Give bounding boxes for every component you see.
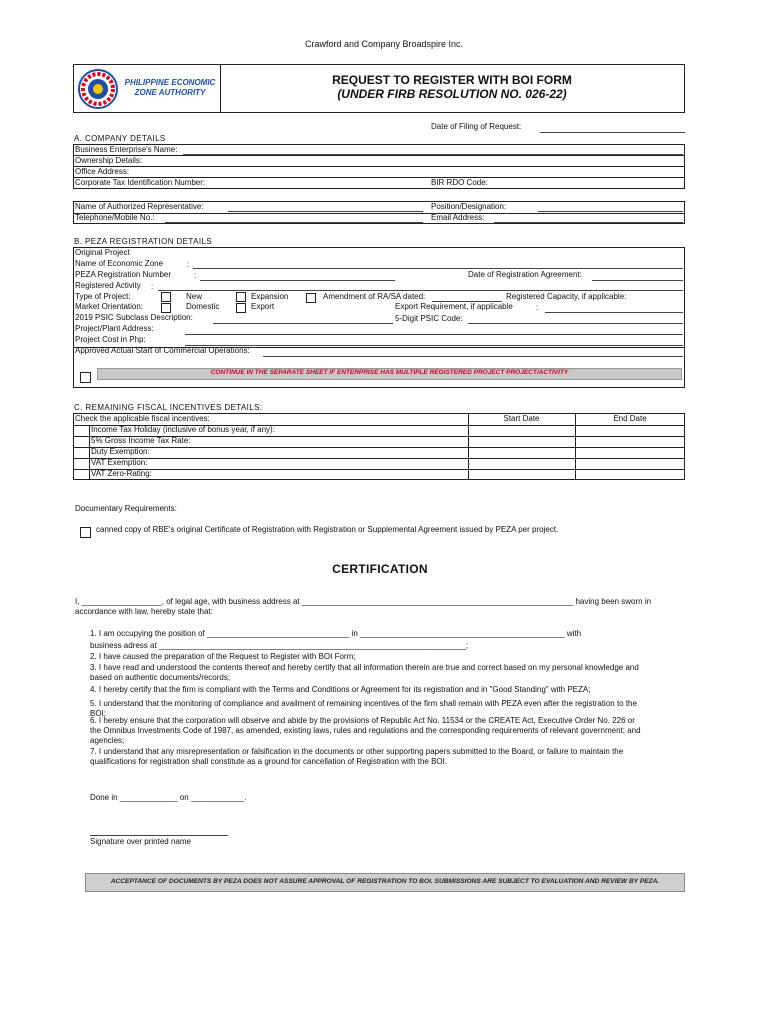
registered-activity-field[interactable] bbox=[158, 290, 683, 291]
business-name-field[interactable] bbox=[183, 154, 683, 155]
domestic-checkbox[interactable] bbox=[161, 303, 171, 313]
export-requirement-field[interactable] bbox=[545, 312, 683, 313]
col-start-header: Start Date bbox=[503, 414, 540, 423]
form-title: REQUEST TO REGISTER WITH BOI FORM bbox=[332, 73, 572, 87]
office-address-label: Office Address: bbox=[75, 167, 130, 176]
bir-rdo-label: BIR RDO Code: bbox=[431, 178, 488, 187]
footer-note: ACCEPTANCE OF DOCUMENTS BY PEZA DOES NOT ASSURE APPROVAL OF REGISTRATION TO BOI. SUBMISSIONS ARE SUBJECT TO EVALUATION AND REVIEW BY PEZA. bbox=[110, 878, 660, 885]
logo-text-line2: ZONE AUTHORITY bbox=[134, 88, 206, 97]
incentive-row-label: VAT Zero-Rating: bbox=[91, 469, 152, 478]
original-project-label: Original Project bbox=[75, 248, 130, 257]
incentive-row-label: Income Tax Holiday (inclusive of bonus year, if any): bbox=[91, 425, 275, 434]
section-a-title: A. COMPANY DETAILS bbox=[74, 134, 166, 143]
cert-item-3b: based on authentic documents/records; bbox=[90, 673, 231, 682]
date-reg-agreement-label: Date of Registration Agreement: bbox=[468, 270, 582, 279]
project-cost-field[interactable] bbox=[185, 345, 683, 346]
export-requirement-label: Export Requirement, if applicable bbox=[395, 302, 513, 311]
form-subtitle: (UNDER FIRB RESOLUTION NO. 026-22) bbox=[337, 87, 567, 101]
economic-zone-field[interactable] bbox=[193, 268, 683, 269]
export-checkbox[interactable] bbox=[236, 303, 246, 313]
market-orientation-label: Market Orientation: bbox=[75, 302, 144, 311]
psic-subclass-label: 2019 PSIC Subclass Description: bbox=[75, 313, 193, 322]
cert-item-6b: the Omnibus Investments Code of 1987, as amended, existing laws, rules and regulations and the corresponding requirements of relevant government; and bbox=[90, 726, 641, 735]
amendment-checkbox[interactable] bbox=[306, 293, 316, 303]
certification-title: CERTIFICATION bbox=[332, 562, 428, 576]
documentary-checkbox[interactable] bbox=[80, 527, 91, 538]
cert-item-6c: agencies; bbox=[90, 736, 125, 745]
incentive-row-label: 5% Gross Income Tax Rate: bbox=[91, 436, 191, 445]
peza-reg-no-colon: : bbox=[194, 271, 197, 280]
expansion-label: Expansion bbox=[251, 292, 289, 301]
title-box bbox=[73, 64, 685, 113]
telephone-label: Telephone/Mobile No.: bbox=[75, 213, 155, 222]
email-label: Email Address: bbox=[431, 213, 485, 222]
amendment-label: Amendment of RA/SA dated: bbox=[323, 292, 426, 301]
cert-item-7b: qualifications for registration shall constitute as a ground for cancellation of Registration with the BOI. bbox=[90, 757, 448, 766]
psic-code-field[interactable] bbox=[468, 323, 683, 324]
cert-item-1a: 1. I am occupying the position of ________________________________ in ______________________________________________ with bbox=[90, 629, 582, 638]
company-header: Crawford and Company Broadspire Inc. bbox=[304, 39, 464, 49]
email-field[interactable] bbox=[494, 222, 683, 223]
peza-reg-no-field[interactable] bbox=[200, 280, 395, 281]
project-cost-label: Project Cost in Php: bbox=[75, 335, 146, 344]
date-filing-label: Date of Filing of Request: bbox=[431, 122, 522, 131]
incentive-row-label: VAT Exemption: bbox=[91, 458, 148, 467]
telephone-field[interactable] bbox=[165, 222, 423, 223]
date-reg-agreement-field[interactable] bbox=[592, 280, 683, 281]
col-check-header: Check the applicable fiscal incentives: bbox=[75, 414, 210, 423]
section-c-title: C. REMAINING FISCAL INCENTIVES DETAILS: bbox=[74, 403, 263, 412]
domestic-label: Domestic bbox=[186, 302, 220, 311]
economic-zone-colon: : bbox=[187, 260, 190, 269]
registered-activity-label: Registered Activity bbox=[75, 281, 141, 290]
approved-start-label: Approved Actual Start of Commercial Operations: bbox=[75, 346, 250, 355]
tin-label: Corporate Tax Identification Number: bbox=[75, 178, 206, 187]
section-b-title: B. PEZA REGISTRATION DETAILS bbox=[74, 237, 213, 246]
plant-address-field[interactable] bbox=[185, 334, 683, 335]
psic-subclass-field[interactable] bbox=[213, 323, 393, 324]
incentive-row-label: Duty Exemption: bbox=[91, 447, 150, 456]
business-name-label: Business Enterprise's Name: bbox=[75, 145, 178, 154]
approved-start-field[interactable] bbox=[263, 356, 683, 357]
cert-intro-line1: I, __________________, of legal age, with business address at _____________________________________________________________ having been sworn in bbox=[75, 597, 652, 606]
cert-item-2: 2. I have caused the preparation of the Request to Register with BOI Form; bbox=[90, 652, 356, 661]
done-in-line: Done in _____________ on ____________. bbox=[90, 793, 247, 802]
cert-item-5a: 5. I understand that the monitoring of compliance and availment of remaining incentives of the firm shall remain with PEZA even after the registration to the bbox=[90, 699, 637, 708]
rep-name-field[interactable] bbox=[228, 211, 423, 212]
cert-item-5b: BOI; bbox=[90, 709, 107, 718]
signature-field[interactable] bbox=[90, 835, 228, 836]
documentary-item: canned copy of RBE's original Certificate of Registration with Registration or Supplemental Agreement issued by PEZA per project. bbox=[96, 525, 559, 534]
cert-item-1b: business adress at _____________________________________________________________________; bbox=[90, 641, 469, 650]
psic-code-label: 5-Digit PSIC Code: bbox=[395, 314, 463, 323]
cert-item-7a: 7. I understand that any misrepresentation or falsification in the documents or other supporting papers submitted to the Board, or failure to maintain the bbox=[90, 747, 624, 756]
peza-logo bbox=[77, 68, 119, 110]
economic-zone-label: Name of Economic Zone bbox=[75, 259, 164, 268]
registered-capacity-label: Registered Capacity, if applicable: bbox=[506, 292, 627, 301]
registered-activity-colon: : bbox=[151, 282, 154, 291]
type-of-project-label: Type of Project: bbox=[75, 292, 131, 301]
new-label: New bbox=[186, 292, 203, 301]
peza-reg-no-label: PEZA Registration Number bbox=[75, 270, 172, 279]
expansion-checkbox[interactable] bbox=[236, 292, 246, 302]
plant-address-label: Project/Plant Address: bbox=[75, 324, 154, 333]
continue-checkbox[interactable] bbox=[80, 372, 91, 383]
new-checkbox[interactable] bbox=[161, 292, 171, 302]
export-label: Export bbox=[251, 302, 275, 311]
col-end-header: End Date bbox=[613, 414, 647, 423]
continue-note: CONTINUE IN THE SEPARATE SHEET IF ENTERPRISE HAS MULTIPLE REGISTERED PROJECT PROJECT/ACTIVITY bbox=[210, 369, 569, 376]
cert-intro-line2: accordance with law, hereby state that: bbox=[75, 607, 213, 616]
ownership-label: Ownership Details: bbox=[75, 156, 143, 165]
cert-item-6a: 6. I hereby ensure that the corporation will observe and abide by the provisions of Republic Act No. 11534 or the CREATE Act, Executive Order No. 226 or bbox=[90, 716, 635, 725]
cert-item-3a: 3. I have read and understood the contents thereof and hereby certify that all information therein are true and correct based on my personal knowledge and bbox=[90, 663, 639, 672]
cert-item-4: 4. I hereby certify that the firm is compliant with the Terms and Conditions or Agreement for its registration and in "Good Standing" with PEZA; bbox=[90, 685, 591, 694]
logo-text-line1: PHILIPPINE ECONOMIC bbox=[124, 78, 216, 87]
documentary-title: Documentary Requirements: bbox=[75, 504, 177, 513]
rep-name-label: Name of Authorized Representative: bbox=[75, 202, 204, 211]
export-requirement-colon: : bbox=[536, 303, 539, 312]
date-filing-field[interactable] bbox=[540, 132, 685, 133]
position-label: Position/Designation: bbox=[431, 202, 507, 211]
position-field[interactable] bbox=[538, 211, 683, 212]
signature-label: Signature over printed name bbox=[90, 837, 191, 846]
